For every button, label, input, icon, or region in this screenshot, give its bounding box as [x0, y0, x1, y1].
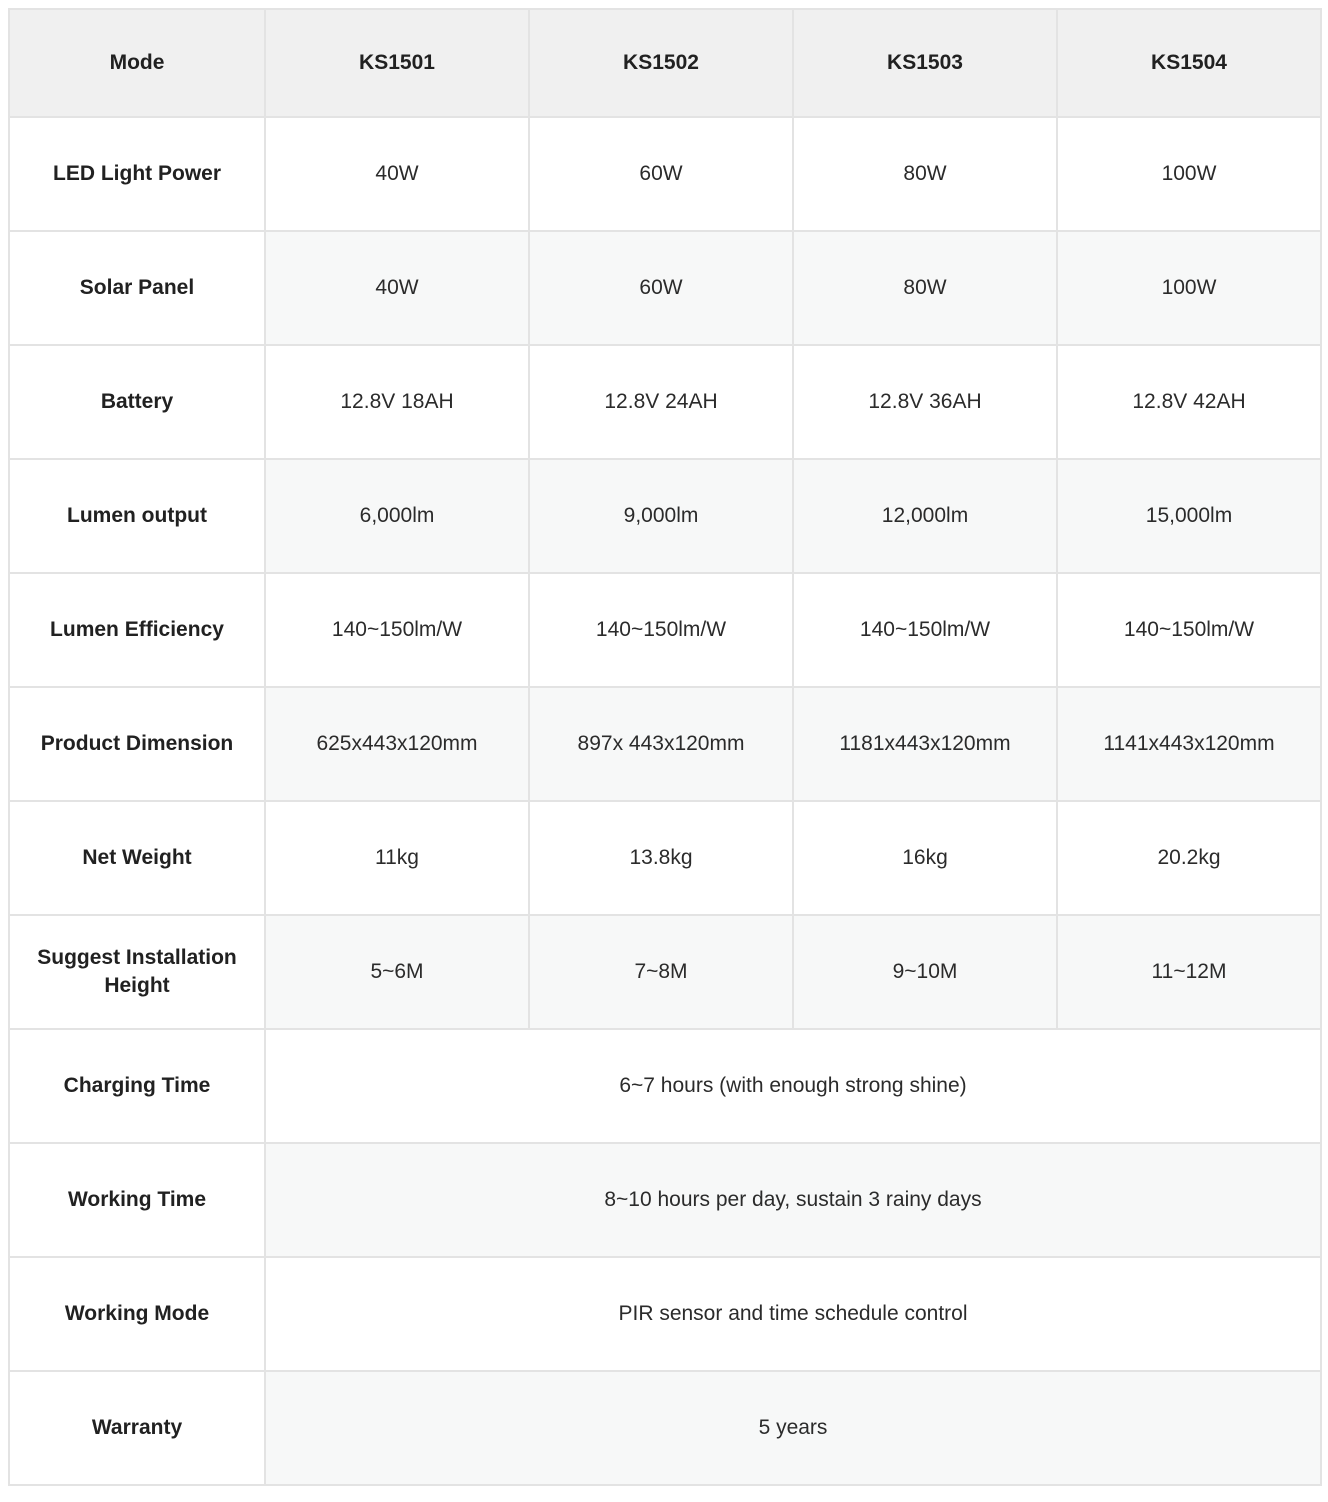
row-label: Working Mode: [9, 1257, 265, 1371]
spec-value: 60W: [529, 117, 793, 231]
spec-value: 9~10M: [793, 915, 1057, 1029]
spec-value: 100W: [1057, 231, 1321, 345]
spec-value: 16kg: [793, 801, 1057, 915]
spec-value: 625x443x120mm: [265, 687, 529, 801]
table-row-suggest-installation-height: [9, 915, 1321, 1029]
row-label: Suggest Installation Height: [9, 915, 265, 1029]
spec-value: 20.2kg: [1057, 801, 1321, 915]
table-row-working-mode: [9, 1257, 1321, 1371]
header-model-ks1503: KS1503: [793, 9, 1057, 117]
table-row-warranty: [9, 1371, 1321, 1485]
spec-value: 12.8V 36AH: [793, 345, 1057, 459]
spec-value-span: 8~10 hours per day, sustain 3 rainy days: [265, 1143, 1321, 1257]
spec-value: 40W: [265, 231, 529, 345]
spec-value: 140~150lm/W: [1057, 573, 1321, 687]
spec-table: [8, 8, 1322, 1486]
table-row-net-weight: [9, 801, 1321, 915]
spec-value: 140~150lm/W: [793, 573, 1057, 687]
spec-value: 15,000lm: [1057, 459, 1321, 573]
header-mode-cell: Mode: [9, 9, 265, 117]
row-label: Product Dimension: [9, 687, 265, 801]
spec-value: 100W: [1057, 117, 1321, 231]
spec-value: 5~6M: [265, 915, 529, 1029]
table-row-working-time: [9, 1143, 1321, 1257]
spec-value: 60W: [529, 231, 793, 345]
row-label: Solar Panel: [9, 231, 265, 345]
spec-value: 11kg: [265, 801, 529, 915]
spec-value: 140~150lm/W: [265, 573, 529, 687]
row-label: Working Time: [9, 1143, 265, 1257]
row-label: Net Weight: [9, 801, 265, 915]
spec-value-span: PIR sensor and time schedule control: [265, 1257, 1321, 1371]
spec-value: 1141x443x120mm: [1057, 687, 1321, 801]
spec-value: 12.8V 24AH: [529, 345, 793, 459]
header-model-ks1504: KS1504: [1057, 9, 1321, 117]
spec-value: 12.8V 18AH: [265, 345, 529, 459]
table-row-led-light-power: [9, 117, 1321, 231]
table-row-product-dimension: [9, 687, 1321, 801]
table-row-battery: [9, 345, 1321, 459]
header-model-ks1502: KS1502: [529, 9, 793, 117]
spec-value: 12.8V 42AH: [1057, 345, 1321, 459]
spec-value-span: 6~7 hours (with enough strong shine): [265, 1029, 1321, 1143]
row-label: Battery: [9, 345, 265, 459]
spec-value: 9,000lm: [529, 459, 793, 573]
table-row-lumen-output: [9, 459, 1321, 573]
spec-value: 12,000lm: [793, 459, 1057, 573]
header-model-ks1501: KS1501: [265, 9, 529, 117]
spec-value: 80W: [793, 117, 1057, 231]
spec-value: 6,000lm: [265, 459, 529, 573]
spec-value: 7~8M: [529, 915, 793, 1029]
spec-value: 897x 443x120mm: [529, 687, 793, 801]
spec-value-span: 5 years: [265, 1371, 1321, 1485]
table-row-charging-time: [9, 1029, 1321, 1143]
table-header-row: [9, 9, 1321, 117]
spec-value: 1181x443x120mm: [793, 687, 1057, 801]
spec-value: 40W: [265, 117, 529, 231]
table-row-solar-panel: [9, 231, 1321, 345]
spec-value: 140~150lm/W: [529, 573, 793, 687]
spec-value: 80W: [793, 231, 1057, 345]
row-label: Charging Time: [9, 1029, 265, 1143]
row-label: Warranty: [9, 1371, 265, 1485]
spec-value: 13.8kg: [529, 801, 793, 915]
row-label: LED Light Power: [9, 117, 265, 231]
spec-value: 11~12M: [1057, 915, 1321, 1029]
row-label: Lumen Efficiency: [9, 573, 265, 687]
row-label: Lumen output: [9, 459, 265, 573]
table-row-lumen-efficiency: [9, 573, 1321, 687]
